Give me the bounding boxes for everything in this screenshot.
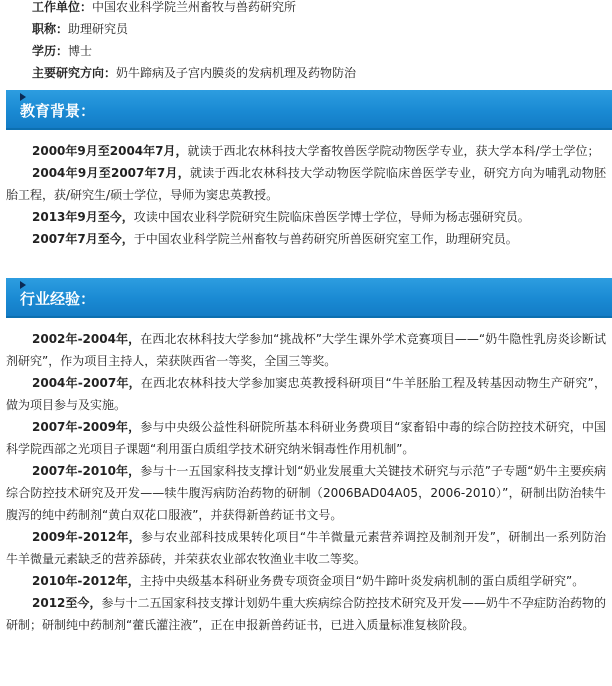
entry-text: 参与十一五国家科技支撑计划“奶业发展重大关键技术研究与示范”子专题“奶牛主要疾病综合防控技术研究及开发——犊牛腹泻病防治药物的研制（2006BAD04A05，2006-2010）”，研制出防治犊牛腹泻的纯中药制剂“黄白双花口服液”，并获得新兽药证书文号。: [6, 464, 606, 522]
degree-label: 学历：: [32, 44, 69, 58]
unit-row: [32, 0, 612, 18]
degree-value: 博士: [68, 44, 93, 58]
entry-text: 主持中央级基本科研业务费专项资金项目“奶牛蹄叶炎发病机制的蛋白质组学研究”。: [139, 574, 585, 588]
experience-entry: [0, 460, 612, 526]
experience-entry: [0, 328, 612, 372]
unit-value: 中国农业科学院兰州畜牧与兽药研究所: [92, 0, 297, 14]
research-row: [32, 62, 612, 84]
entry-date: 2013年9月至今，: [32, 210, 134, 224]
entry-date: 2004年-2007年，: [32, 376, 141, 390]
entry-text: 参与农业部科技成果转化项目“牛羊微量元素营养调控及制剂开发”，研制出一系列防治牛羊微量元素缺乏的营养舔砖，并荣获农业部农牧渔业丰收二等奖。: [6, 530, 607, 566]
research-label: 主要研究方向：: [32, 66, 117, 80]
entry-text: 在西北农林科技大学参加窦忠英教授科研项目“牛羊胚胎工程及转基因动物生产研究”，做为项目参与及实施。: [6, 376, 607, 412]
education-entry: [0, 206, 612, 228]
entry-date: 2007年-2010年，: [32, 464, 141, 478]
unit-label: 工作单位：: [32, 0, 93, 14]
entry-date: 2007年-2009年，: [32, 420, 141, 434]
experience-list: [0, 328, 612, 636]
entry-text: 参与中央级公益性科研院所基本科研业务费项目“家畜铅中毒的综合防控技术研究，中国科学院西部之光项目子课题“利用蛋白质组学技术研究纳米铜毒性作用机制”。: [6, 420, 606, 456]
title-row: [32, 18, 612, 40]
education-heading: 教育背景：: [20, 102, 96, 120]
experience-entry: [0, 592, 612, 636]
bullet-triangle-icon: [20, 93, 26, 101]
entry-text: 在西北农林科技大学参加“挑战杯”大学生课外学术竞赛项目——“奶牛隐性乳房炎诊断试剂研究”，作为项目主持人，荣获陕西省一等奖，全国三等奖。: [6, 332, 606, 368]
experience-entry: [0, 416, 612, 460]
bullet-triangle-icon: [20, 281, 26, 289]
experience-entry: [0, 372, 612, 416]
entry-text: 于中国农业科学院兰州畜牧与兽药研究所兽医研究室工作，助理研究员。: [133, 232, 518, 246]
entry-date: 2009年-2012年，: [32, 530, 141, 544]
education-header: [6, 90, 612, 130]
entry-date: 2012至今，: [32, 596, 102, 610]
experience-header: [6, 278, 612, 318]
title-label: 职称：: [32, 22, 69, 36]
entry-text: 就读于西北农林科技大学动物医学院临床兽医学专业，研究方向为哺乳动物胚胎工程，获/研究生/硕士学位，导师为窦忠英教授。: [6, 166, 606, 202]
entry-date: 2004年9月至2007年7月，: [32, 166, 190, 180]
degree-row: [32, 40, 612, 62]
entry-date: 2010年-2012年，: [32, 574, 140, 588]
title-value: 助理研究员: [68, 22, 129, 36]
education-entry: [0, 162, 612, 206]
education-entry: [0, 228, 612, 250]
experience-entry: [0, 526, 612, 570]
profile-info: [0, 0, 612, 84]
education-entry: [0, 140, 612, 162]
experience-heading: 行业经验：: [20, 290, 96, 308]
entry-date: 2002年-2004年，: [32, 332, 141, 346]
entry-text: 参与十二五国家科技支撑计划奶牛重大疾病综合防控技术研究及开发——奶牛不孕症防治药物的研制；研制纯中药制剂“藿氏灌注液”，正在申报新兽药证书，已进入质量标准复核阶段。: [6, 596, 606, 632]
entry-text: 就读于西北农林科技大学畜牧兽医学院动物医学专业，获大学本科/学士学位；: [187, 144, 600, 158]
research-value: 奶牛蹄病及子宫内膜炎的发病机理及药物防治: [116, 66, 357, 80]
entry-text: 攻读中国农业科学院研究生院临床兽医学博士学位，导师为杨志强研究员。: [133, 210, 530, 224]
education-list: [0, 140, 612, 250]
experience-entry: [0, 570, 612, 592]
entry-date: 2007年7月至今，: [32, 232, 134, 246]
entry-date: 2000年9月至2004年7月，: [32, 144, 188, 158]
